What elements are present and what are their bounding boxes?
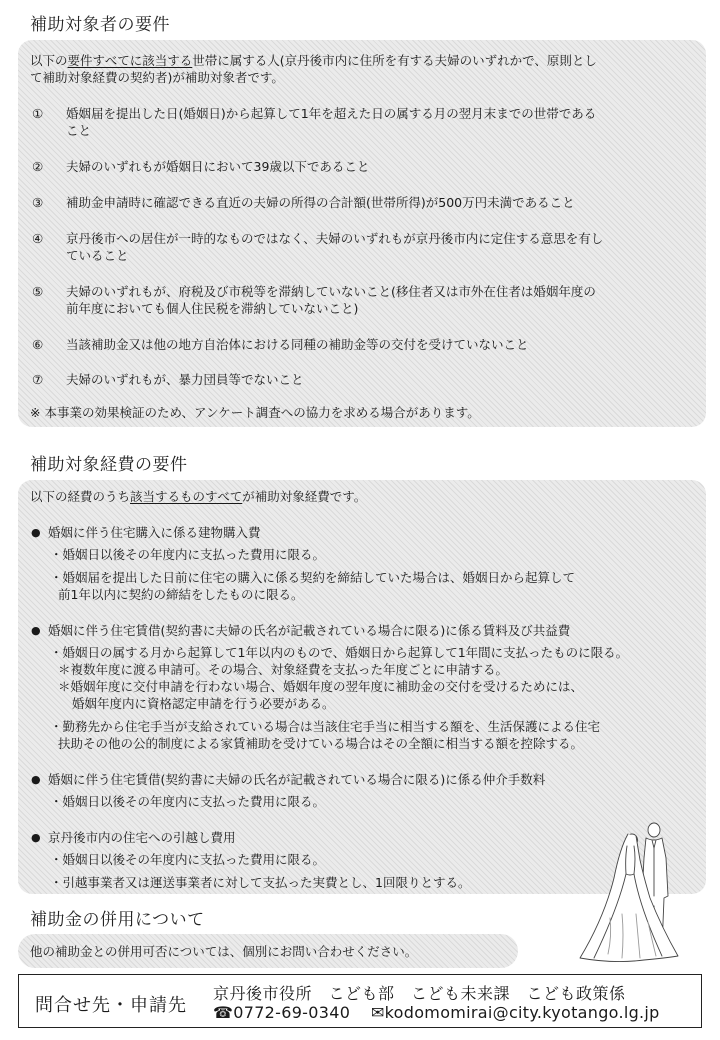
- item-number: ②: [32, 159, 44, 174]
- expense-purchase-cond-2-cont: 前1年以内に契約の締結をしたものに限る。: [58, 587, 304, 602]
- expense-rent-cond-2-cont: 扶助その他の公的制度による家賃補助を受けている場合はその全額に相当する額を控除する。: [58, 736, 584, 751]
- item-number: ⑦: [32, 372, 44, 387]
- requirement-item-7: 夫婦のいずれもが、暴力団員等でないこと: [66, 372, 304, 387]
- bullet-icon: ●: [31, 526, 41, 539]
- contact-organization: 京丹後市役所 こども部 こども未来課 こども政策係: [213, 984, 626, 1003]
- expense-purchase-cond-1: ・婚姻日以後その年度内に支払った費用に限る。: [50, 547, 326, 562]
- sec1-intro-line1: 以下の要件すべてに該当する世帯に属する人(京丹後市内に住所を有する夫婦のいずれかで、原則とし: [30, 53, 597, 68]
- expense-brokerage-head: 婚姻に伴う住宅賃借(契約書に夫婦の氏名が記載されている場合に限る)に係る仲介手数料: [48, 772, 546, 787]
- phone-number[interactable]: ☎0772-69-0340: [213, 1003, 351, 1022]
- requirement-item-2: 夫婦のいずれもが婚姻日において39歳以下であること: [66, 159, 370, 174]
- requirement-item-1-cont: こと: [66, 123, 92, 138]
- bullet-icon: ●: [31, 624, 41, 637]
- bullet-icon: ●: [31, 831, 41, 844]
- expense-rent-note-1: ＊複数年度に渡る申請可。その場合、対象経費を支払った年度ごとに申請する。: [58, 662, 509, 677]
- expense-rent-note-2: ＊婚姻年度に交付申請を行わない場合、婚姻年度の翌年度に補助金の交付を受けるためには、: [58, 679, 584, 694]
- expense-moving-cond-2: ・引越事業者又は運送事業者に対して支払った実費とし、1回限りとする。: [50, 875, 471, 890]
- expense-rent-cond-2: ・勤務先から住宅手当が支給されている場合は当該住宅手当に相当する額を、生活保護による住宅: [50, 719, 601, 734]
- email-address[interactable]: ✉kodomomirai@city.kyotango.lg.jp: [370, 1003, 660, 1022]
- wedding-couple-illustration: [574, 818, 714, 966]
- expense-rent-head: 婚姻に伴う住宅賃借(契約書に夫婦の氏名が記載されている場合に限る)に係る賃料及び共益費: [48, 623, 571, 638]
- requirement-item-4: 京丹後市への居住が一時的なものではなく、夫婦のいずれもが京丹後市内に定住する意思を有し: [66, 231, 604, 246]
- item-number: ③: [32, 195, 44, 210]
- section-title-eligible-persons: 補助対象者の要件: [30, 15, 170, 35]
- item-number: ①: [32, 106, 44, 121]
- requirement-item-3: 補助金申請時に確認できる直近の夫婦の所得の合計額(世帯所得)が500万円未満であること: [66, 195, 575, 210]
- expense-purchase-head: 婚姻に伴う住宅購入に係る建物購入費: [48, 525, 261, 540]
- item-number: ⑤: [32, 284, 44, 299]
- combined-use-text: 他の補助金との併用可否については、個別にお問い合わせください。: [30, 944, 418, 959]
- expense-purchase-cond-2: ・婚姻届を提出した日前に住宅の購入に係る契約を締結していた場合は、婚姻日から起算して: [50, 570, 576, 585]
- item-number: ④: [32, 231, 44, 246]
- requirement-item-5: 夫婦のいずれもが、府税及び市税等を滞納していないこと(移住者又は市外在住者は婚姻年度の: [66, 284, 596, 299]
- contact-label: 問合せ先・申請先: [35, 995, 187, 1016]
- expense-moving-head: 京丹後市内の住宅への引越し費用: [48, 830, 236, 845]
- section-title-eligible-expenses: 補助対象経費の要件: [30, 455, 188, 475]
- contact-box: [18, 974, 702, 1028]
- bullet-icon: ●: [31, 773, 41, 786]
- contact-details: [213, 1003, 660, 1022]
- sec2-intro: 以下の経費のうち該当するものすべてが補助対象経費です。: [30, 489, 367, 504]
- section-title-combined-use: 補助金の併用について: [30, 910, 205, 930]
- item-number: ⑥: [32, 337, 44, 352]
- expense-rent-cond-1: ・婚姻日の属する月から起算して1年以内のもので、婚姻日から起算して1年間に支払ったものに限る。: [50, 645, 629, 660]
- requirement-item-4-cont: ていること: [66, 248, 129, 263]
- expense-rent-note-2-cont: 婚姻年度内に資格認定申請を行う必要がある。: [72, 696, 335, 711]
- expense-moving-cond-1: ・婚姻日以後その年度内に支払った費用に限る。: [50, 852, 326, 867]
- requirement-item-6: 当該補助金又は他の地方自治体における同種の補助金等の交付を受けていないこと: [66, 337, 529, 352]
- requirement-item-1: 婚姻届を提出した日(婚姻日)から起算して1年を超えた日の属する月の翌月末までの世帯である: [66, 106, 597, 121]
- sec1-intro-line2: て補助対象経費の契約者)が補助対象者です。: [30, 70, 284, 85]
- requirement-item-5-cont: 前年度においても個人住民税を滞納していないこと): [66, 301, 359, 316]
- expense-brokerage-cond: ・婚姻日以後その年度内に支払った費用に限る。: [50, 794, 326, 809]
- survey-note: ※ 本事業の効果検証のため、アンケート調査への協力を求める場合があります。: [30, 405, 480, 420]
